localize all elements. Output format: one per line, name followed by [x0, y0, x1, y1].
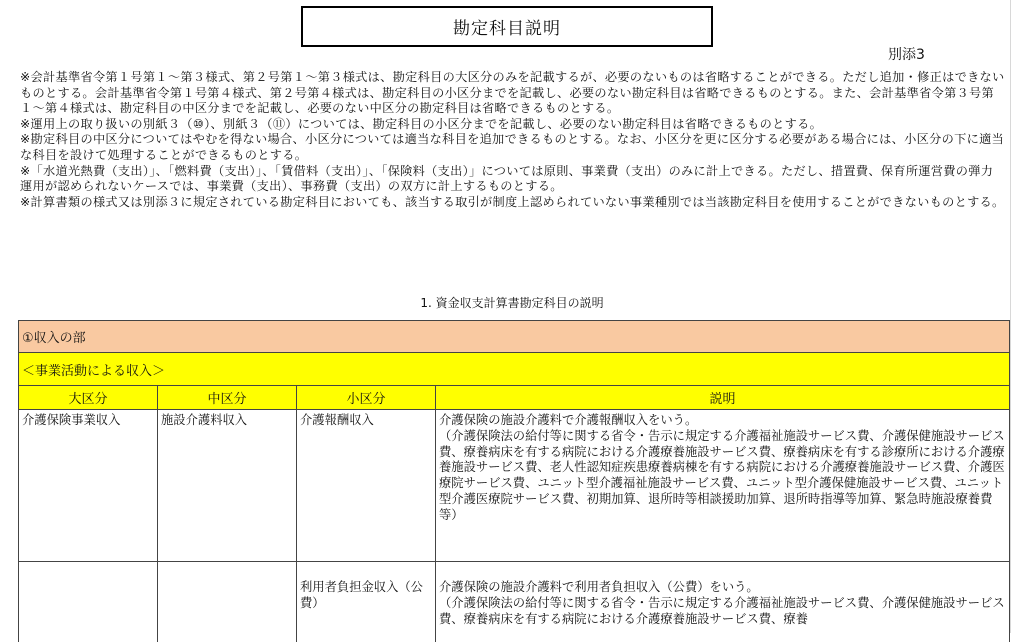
cell-minor: 介護報酬収入 — [297, 410, 436, 561]
operating-income-header: ＜事業活動による収入＞ — [18, 352, 1010, 386]
cell-major — [19, 562, 158, 642]
table-header — [18, 385, 1010, 410]
description-body: （介護保険法の給付等に関する省令・告示に規定する介護福祉施設サービス費、介護保健施設サービス費、療養病床を有する病院における介護療養施設サービス費、療養 — [439, 595, 1005, 626]
note-4: ※「水道光熱費（支出）」、「燃料費（支出）」、「賃借料（支出）」、「保険料（支出）」については原則、事業費（支出）のみに計上できる。ただし、措置費、保育所運営費の弾力運用が認められないケースでは、事業費（支出）、事務費（支出）の双方に計上するものとする。 — [20, 163, 994, 194]
page-title: 勘定科目説明 — [301, 6, 713, 47]
description-body: （介護保険法の給付等に関する省令・告示に規定する介護福祉施設サービス費、介護保健施設サービス費、療養病床を有する病院における介護療養施設サービス費、療養病床を有する診療所における介護療養施設サービス費、老人性認知症疾患療養病棟を有する病院における介護療養施設サービス費、介護医療院サービス費、ユニット型介護福祉施設サービス費、ユニット型介護保健施設サービス費、ユニット型介護医療院サービス費、初期加算、退所時等相談援助加算、退所時指導等加算、緊急時施設療養費等） — [439, 428, 1005, 522]
cell-description — [436, 562, 1009, 642]
cell-middle — [158, 562, 297, 642]
attachment-label: 別添3 — [888, 47, 925, 63]
note-3: ※勘定科目の中区分についてはやむを得ない場合、小区分については適当な科目を追加できるものとする。なお、小区分を更に区分する必要がある場合には、小区分の下に適当な科目を設けて処理することができるものとする。 — [20, 132, 1005, 162]
description-lead: 介護保険の施設介護料で利用者負担収入（公費）をいう。 — [439, 580, 759, 594]
note-5: ※計算書類の様式又は別添３に規定されている勘定科目においても、該当する取引が制度上認められていない事業種別では当該勘定科目を使用することができないものとする。 — [20, 194, 1005, 209]
cell-minor: 利用者負担金収入（公費） — [297, 562, 436, 642]
table-row — [18, 410, 1010, 562]
column-header-major: 大区分 — [19, 386, 158, 409]
cell-major: 介護保険事業収入 — [19, 410, 158, 561]
column-header-description: 説明 — [709, 392, 736, 407]
note-1: ※会計基準省令第１号第１～第３様式、第２号第１～第３様式は、勘定科目の大区分のみを記載するが、必要のないものは省略することができる。ただし追加・修正はできないものとする。会計基準省令第１号第４様式、第２号第４様式は、勘定科目の小区分までを記載し、必要のない勘定科目は省略できるものとする。また、会計基準省令第３号第１～第４様式は、勘定科目の中区分までを記載し、必要のない中区分の勘定科目は省略できるものとする。 — [20, 70, 1005, 116]
income-section-header: ①収入の部 — [18, 320, 1010, 353]
section-title: 1. 資金収支計算書勘定科目の説明 — [420, 296, 604, 310]
column-header-middle: 中区分 — [158, 386, 297, 409]
sheet-gridline — [1010, 0, 1011, 633]
column-header-minor: 小区分 — [297, 386, 436, 409]
description-lead: 介護保険の施設介護料で介護報酬収入をいう。 — [439, 413, 698, 427]
notes-block — [20, 70, 1005, 210]
note-2: ※運用上の取り扱いの別紙３（⑩）、別紙３（⑪）については、勘定科目の小区分までを記載し、必要のない勘定科目は省略できるものとする。 — [20, 116, 823, 131]
cell-description — [436, 410, 1009, 561]
table-row — [18, 562, 1010, 642]
cell-middle: 施設介護料収入 — [158, 410, 297, 561]
